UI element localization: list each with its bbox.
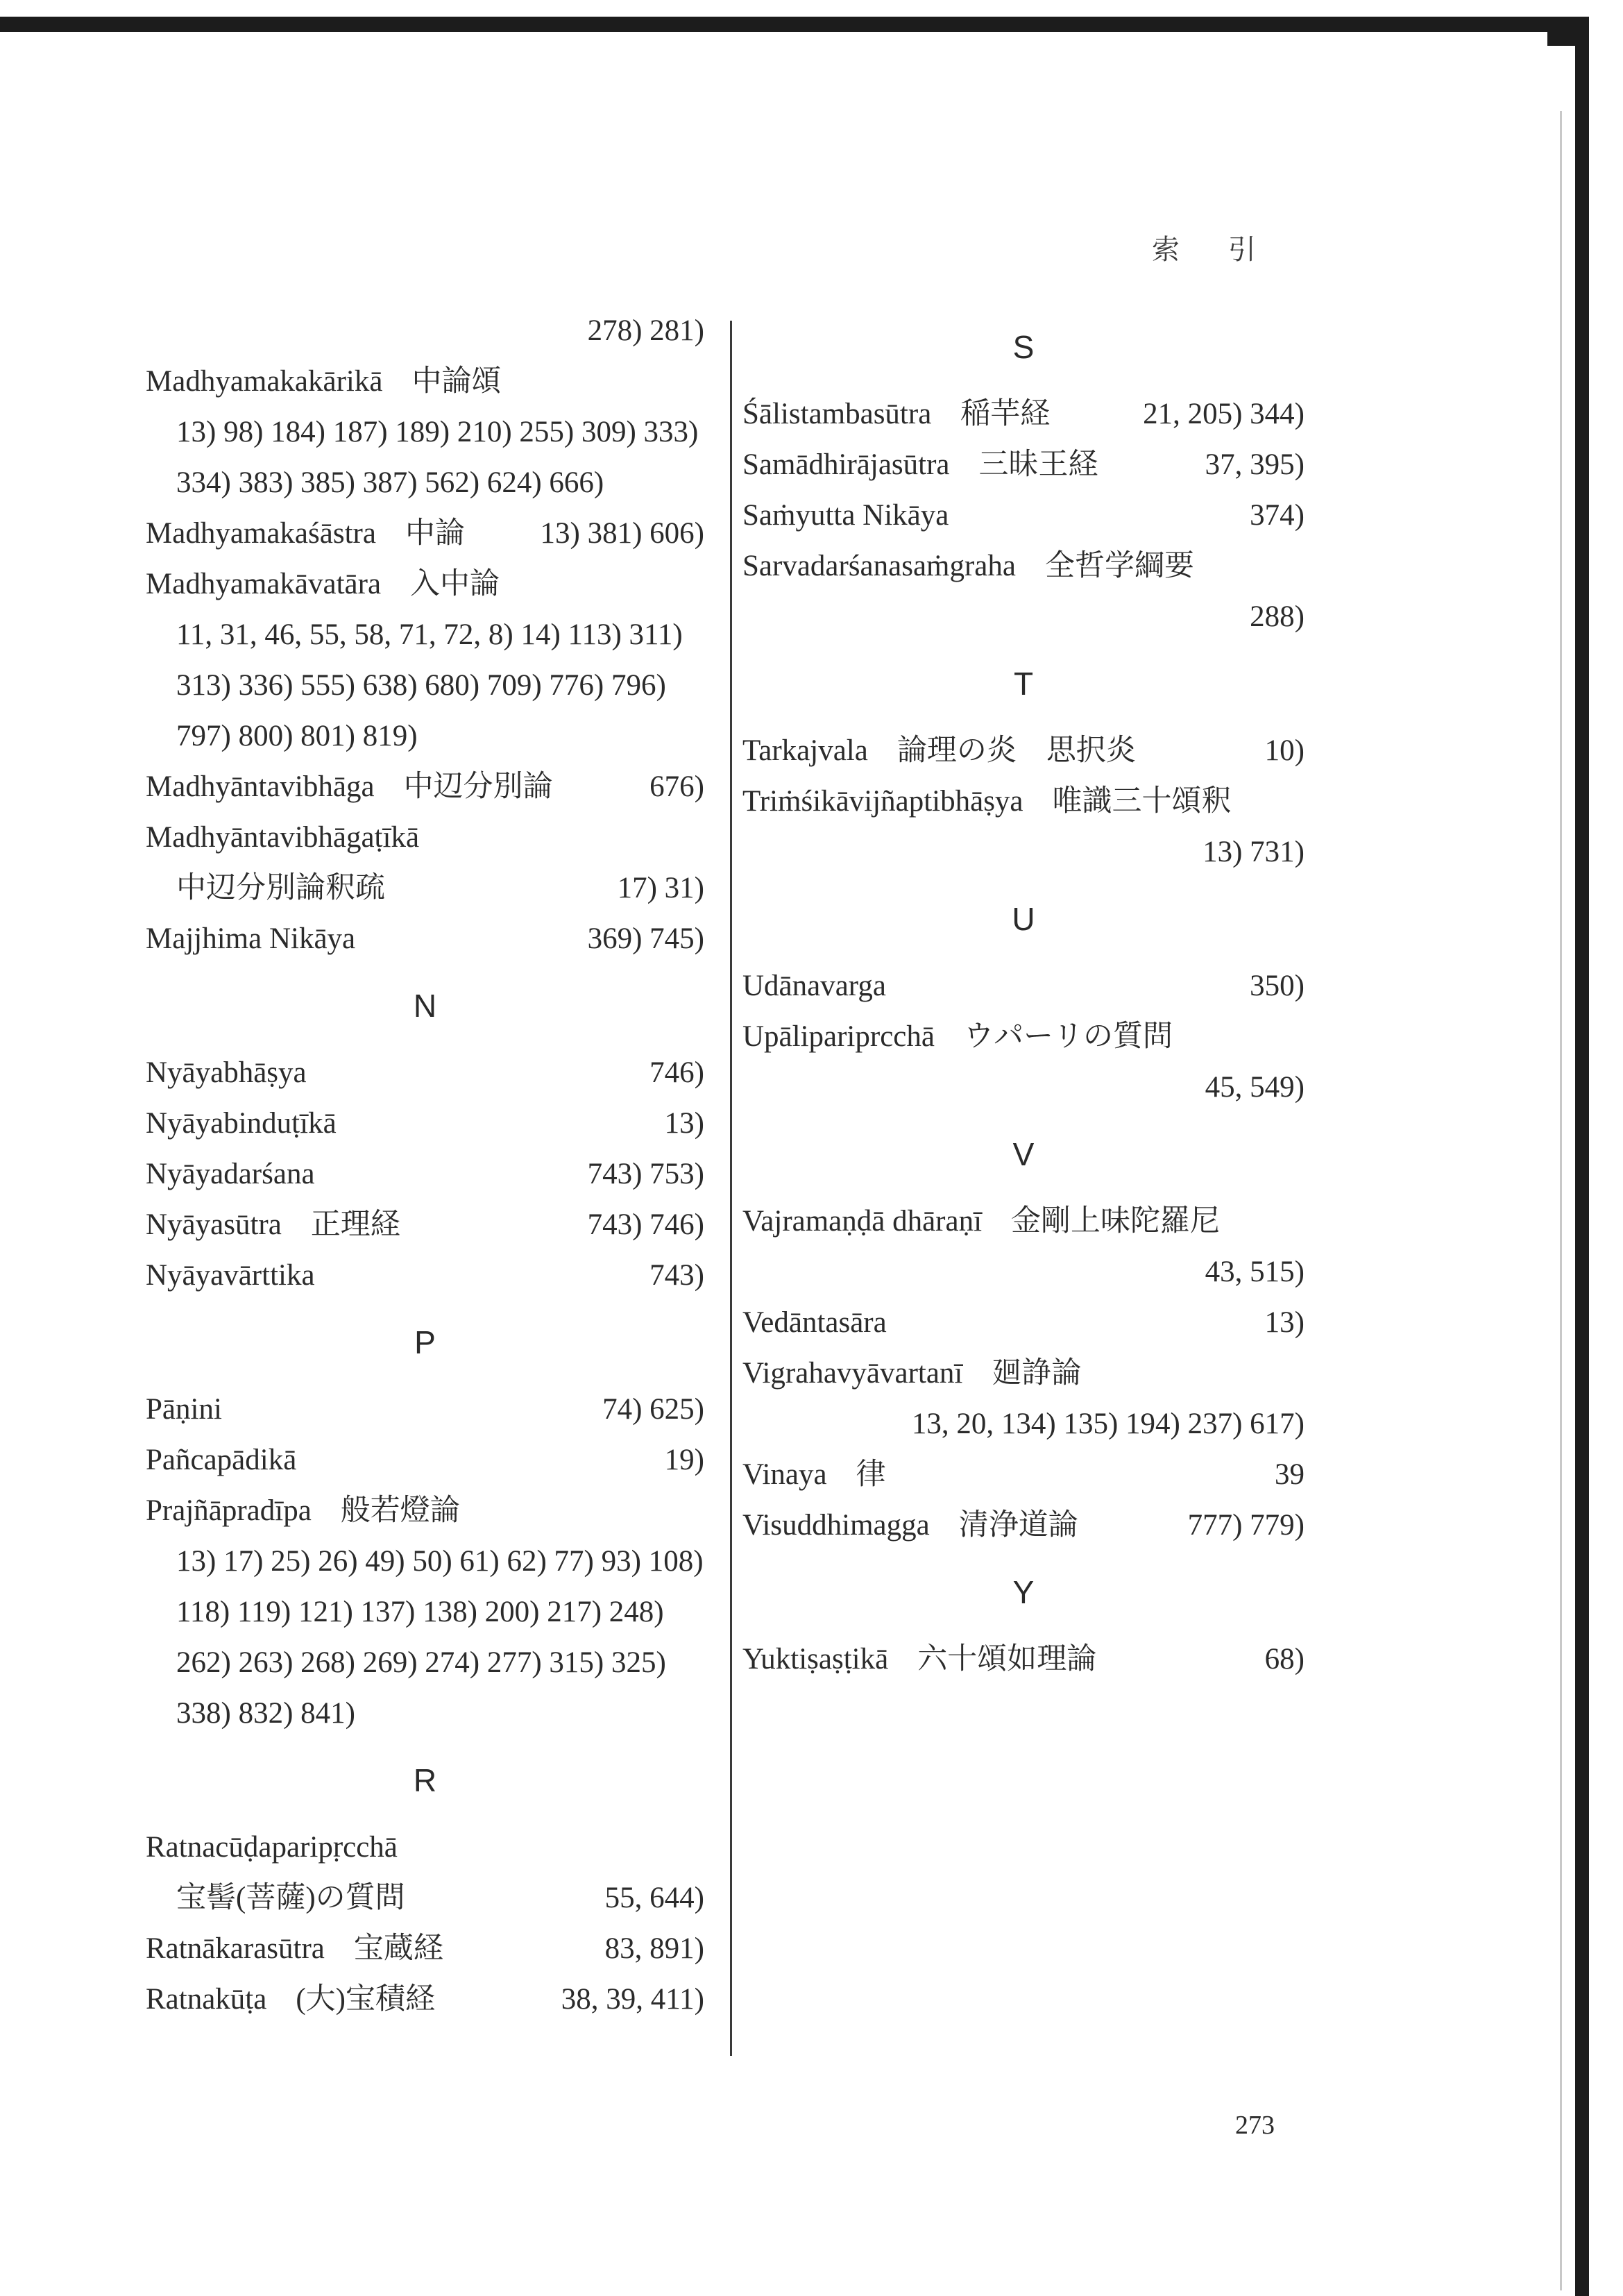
index-entry-term: Śālistambasūtra 稲芉経	[742, 398, 1051, 430]
index-entry-refs: 68)	[1264, 1643, 1305, 1675]
index-entry	[146, 1974, 704, 2025]
index-entry	[146, 1923, 704, 1974]
index-entry-japanese: 金剛上味陀羅尼	[1011, 1205, 1221, 1238]
index-entry-term: Nyāyasūtra 正理経	[146, 1208, 400, 1241]
index-entry-term: Tarkajvala 論理の炎 思択炎	[742, 734, 1136, 767]
index-entry-refs: 743) 746)	[587, 1208, 704, 1241]
index-entry-japanese: 中論	[405, 517, 465, 550]
index-entry	[742, 1500, 1305, 1551]
running-head: 索 引	[1152, 234, 1277, 265]
index-entry	[742, 439, 1305, 490]
index-entry-refs: 374)	[1250, 499, 1305, 532]
index-entry	[742, 490, 1305, 541]
index-entry-term: Samādhirājasūtra 三昧王経	[742, 448, 1098, 481]
section-letter-heading: P	[414, 1324, 436, 1360]
index-column-right	[742, 305, 1305, 1685]
section-letter-heading: S	[1012, 329, 1035, 365]
index-entry-term: Udānavarga	[742, 970, 886, 1002]
index-entry-term: Visuddhimagga 清浄道論	[742, 1509, 1078, 1542]
index-entry-refs: 37, 395)	[1205, 448, 1305, 481]
page-number: 273	[1235, 2111, 1275, 2140]
index-entry-term: Yuktiṣaṣṭikā 六十頌如理論	[742, 1643, 1097, 1675]
index-entry-term: Majjhima Nikāya	[146, 922, 356, 955]
index-entry	[146, 761, 704, 812]
index-entry-japanese: 中辺分別論	[403, 770, 553, 803]
index-entry-term: Madhyāntavibhāga 中辺分別論	[146, 770, 553, 803]
index-entry-term: Ratnacūḍaparipṛcchā	[146, 1831, 398, 1864]
index-entry-japanese: 三昧王経	[978, 448, 1098, 481]
index-entry-term: Madhyamakāvatāra 入中論	[146, 568, 500, 600]
right-border-faint-line	[1560, 111, 1562, 2290]
index-entry-refs: 21, 205) 344)	[1143, 398, 1305, 430]
index-entry-term: 中辺分別論釈疏	[176, 872, 385, 904]
index-entry-reference-line	[146, 305, 704, 356]
index-entry-refs: 13)	[664, 1107, 704, 1140]
index-entry	[146, 508, 704, 559]
index-entry	[742, 389, 1305, 439]
index-entry-reference-line	[742, 1062, 1305, 1113]
section-letter-heading: N	[413, 988, 437, 1024]
index-entry-continuation: 313) 336) 555) 638) 680) 709) 776) 796)	[176, 669, 666, 702]
index-entry-term: Vajramaṇḍā dhāraṇī 金剛上味陀羅尼	[742, 1205, 1221, 1238]
index-entry	[742, 1011, 1305, 1062]
index-entry-refs: 17) 31)	[617, 872, 704, 904]
index-entry-japanese: 中論頌	[411, 365, 502, 398]
index-entry-refs: 55, 644)	[604, 1882, 704, 1914]
index-entry-japanese: 入中論	[410, 568, 500, 600]
index-entry	[742, 1348, 1305, 1399]
index-entry-refs: 13) 731)	[1203, 836, 1305, 868]
index-entry-term: Vigrahavyāvartanī 廻諍論	[742, 1357, 1082, 1390]
index-entry	[146, 559, 704, 609]
index-entry-refs: 43, 515)	[1205, 1256, 1305, 1288]
index-entry-refs: 369) 745)	[587, 922, 704, 955]
index-entry-term: Vedāntasāra	[742, 1306, 887, 1339]
index-entry-japanese: 六十頌如理論	[917, 1643, 1097, 1675]
index-entry-continuation: 262) 263) 268) 269) 274) 277) 315) 325)	[176, 1646, 666, 1679]
index-entry-term: Madhyāntavibhāgaṭīkā	[146, 821, 420, 854]
index-entry	[146, 1485, 704, 1536]
index-entry-japanese: 論理の炎 思択炎	[897, 734, 1136, 767]
index-subentry	[146, 863, 704, 913]
index-entry-japanese: 正理経	[310, 1208, 400, 1241]
index-entry-refs: 45, 549)	[1205, 1071, 1305, 1104]
index-entry-japanese: 稲芉経	[960, 398, 1051, 430]
index-entry-term: Sarvadarśanasaṁgraha 全哲学綱要	[742, 550, 1194, 582]
index-entry-term: Nyāyavārttika	[146, 1259, 315, 1292]
index-entry-japanese: ウパーリの質問	[963, 1020, 1173, 1053]
index-entry-term: Pañcapādikā	[146, 1444, 297, 1476]
index-entry-term: Madhyamakaśāstra 中論	[146, 517, 465, 550]
section-letter-heading: Y	[1012, 1574, 1035, 1610]
index-entry-refs: 777) 779)	[1187, 1509, 1305, 1542]
index-entry-refs: 83, 891)	[604, 1932, 704, 1965]
index-entry	[146, 1384, 704, 1435]
index-entry	[742, 1297, 1305, 1348]
section-letter-heading: R	[413, 1762, 437, 1798]
index-entry	[146, 1435, 704, 1485]
right-border-bar	[1575, 42, 1589, 2296]
index-entry	[146, 1149, 704, 1199]
index-entry	[146, 356, 704, 407]
index-entry-term: Ratnakūṭa (大)宝積経	[146, 1983, 435, 2016]
index-entry-reference-line	[742, 1247, 1305, 1297]
index-entry-term: Ratnākarasūtra 宝蔵経	[146, 1932, 443, 1965]
index-entry-japanese: 宝蔵経	[353, 1932, 443, 1965]
index-entry-term: Prajñāpradīpa 般若燈論	[146, 1494, 460, 1527]
index-entry-japanese: 律	[856, 1458, 886, 1491]
column-divider	[730, 321, 732, 2056]
index-entry-term: Triṁśikāvijñaptibhāṣya 唯識三十頌釈	[742, 785, 1232, 818]
index-entry-japanese: 清浄道論	[958, 1509, 1078, 1542]
index-entry-continuation: 13) 98) 184) 187) 189) 210) 255) 309) 333)	[176, 416, 699, 448]
index-entry-term: Saṁyutta Nikāya	[742, 499, 949, 532]
index-entry-continuation: 797) 800) 801) 819)	[176, 720, 418, 752]
index-entry	[742, 1449, 1305, 1500]
index-entry	[742, 541, 1305, 591]
index-entry	[146, 812, 704, 863]
index-entry-term: Vinaya 律	[742, 1458, 886, 1491]
index-entry-refs: 350)	[1250, 970, 1305, 1002]
index-entry	[146, 913, 704, 964]
index-entry-refs: 39	[1275, 1458, 1305, 1491]
index-entry-continuation: 338) 832) 841)	[176, 1697, 355, 1730]
section-letter-heading: U	[1012, 901, 1035, 937]
index-entry-reference-line	[742, 591, 1305, 642]
index-entry-japanese: 唯識三十頌釈	[1052, 785, 1232, 818]
index-entry-refs: 746)	[649, 1056, 704, 1089]
index-entry-term: Upālipariprcchā ウパーリの質問	[742, 1020, 1173, 1053]
index-entry	[146, 1199, 704, 1250]
index-column-left	[146, 305, 704, 2025]
section-letter-heading: V	[1012, 1136, 1035, 1172]
index-entry-refs: 743)	[649, 1259, 704, 1292]
index-entry-term: Nyāyabhāṣya	[146, 1056, 307, 1089]
index-entry-continuation: 118) 119) 121) 137) 138) 200) 217) 248)	[176, 1596, 664, 1628]
index-entry-refs: 13, 20, 134) 135) 194) 237) 617)	[911, 1408, 1305, 1440]
index-entry	[146, 1098, 704, 1149]
index-entry-refs: 676)	[649, 770, 704, 803]
index-subentry	[146, 1873, 704, 1923]
index-entry	[146, 1047, 704, 1098]
index-entry	[742, 1634, 1305, 1685]
index-entry	[146, 1250, 704, 1301]
index-entry-refs: 13) 381) 606)	[540, 517, 704, 550]
index-entry-term: 宝髻(菩薩)の質問	[176, 1882, 405, 1914]
index-entry-refs: 743) 753)	[587, 1158, 704, 1190]
index-entry	[742, 1196, 1305, 1247]
index-entry-term: Nyāyadarśana	[146, 1158, 315, 1190]
index-entry-refs: 38, 39, 411)	[561, 1983, 704, 2016]
index-entry-continuation: 13) 17) 25) 26) 49) 50) 61) 62) 77) 93) 108)	[176, 1545, 704, 1578]
index-entry-refs: 19)	[664, 1444, 704, 1476]
index-entry-japanese: 全哲学綱要	[1044, 550, 1194, 582]
index-entry	[742, 725, 1305, 776]
index-entry-reference-line	[742, 827, 1305, 877]
index-entry-refs: 74) 625)	[602, 1393, 704, 1426]
index-entry-term: Nyāyabinduṭīkā	[146, 1107, 337, 1140]
section-letter-heading: T	[1013, 666, 1034, 702]
index-entry-refs: 278) 281)	[587, 314, 704, 347]
index-entry-refs: 13)	[1264, 1306, 1305, 1339]
index-entry-reference-line	[742, 1399, 1305, 1449]
index-entry-japanese: (大)宝積経	[296, 1983, 435, 2016]
index-entry	[742, 776, 1305, 827]
index-entry	[146, 1822, 704, 1873]
top-border-bar	[0, 17, 1589, 32]
index-entry-refs: 288)	[1250, 600, 1305, 633]
index-entry-term: Madhyamakakārikā 中論頌	[146, 365, 502, 398]
index-entry-continuation: 334) 383) 385) 387) 562) 624) 666)	[176, 466, 604, 499]
index-entry	[742, 961, 1305, 1011]
index-entry-japanese: 廻諍論	[992, 1357, 1082, 1390]
index-entry-continuation: 11, 31, 46, 55, 58, 71, 72, 8) 14) 113) 311)	[176, 618, 683, 651]
index-entry-refs: 10)	[1264, 734, 1305, 767]
index-entry-term: Pāṇini	[146, 1393, 222, 1426]
index-entry-japanese: 般若燈論	[340, 1494, 460, 1527]
